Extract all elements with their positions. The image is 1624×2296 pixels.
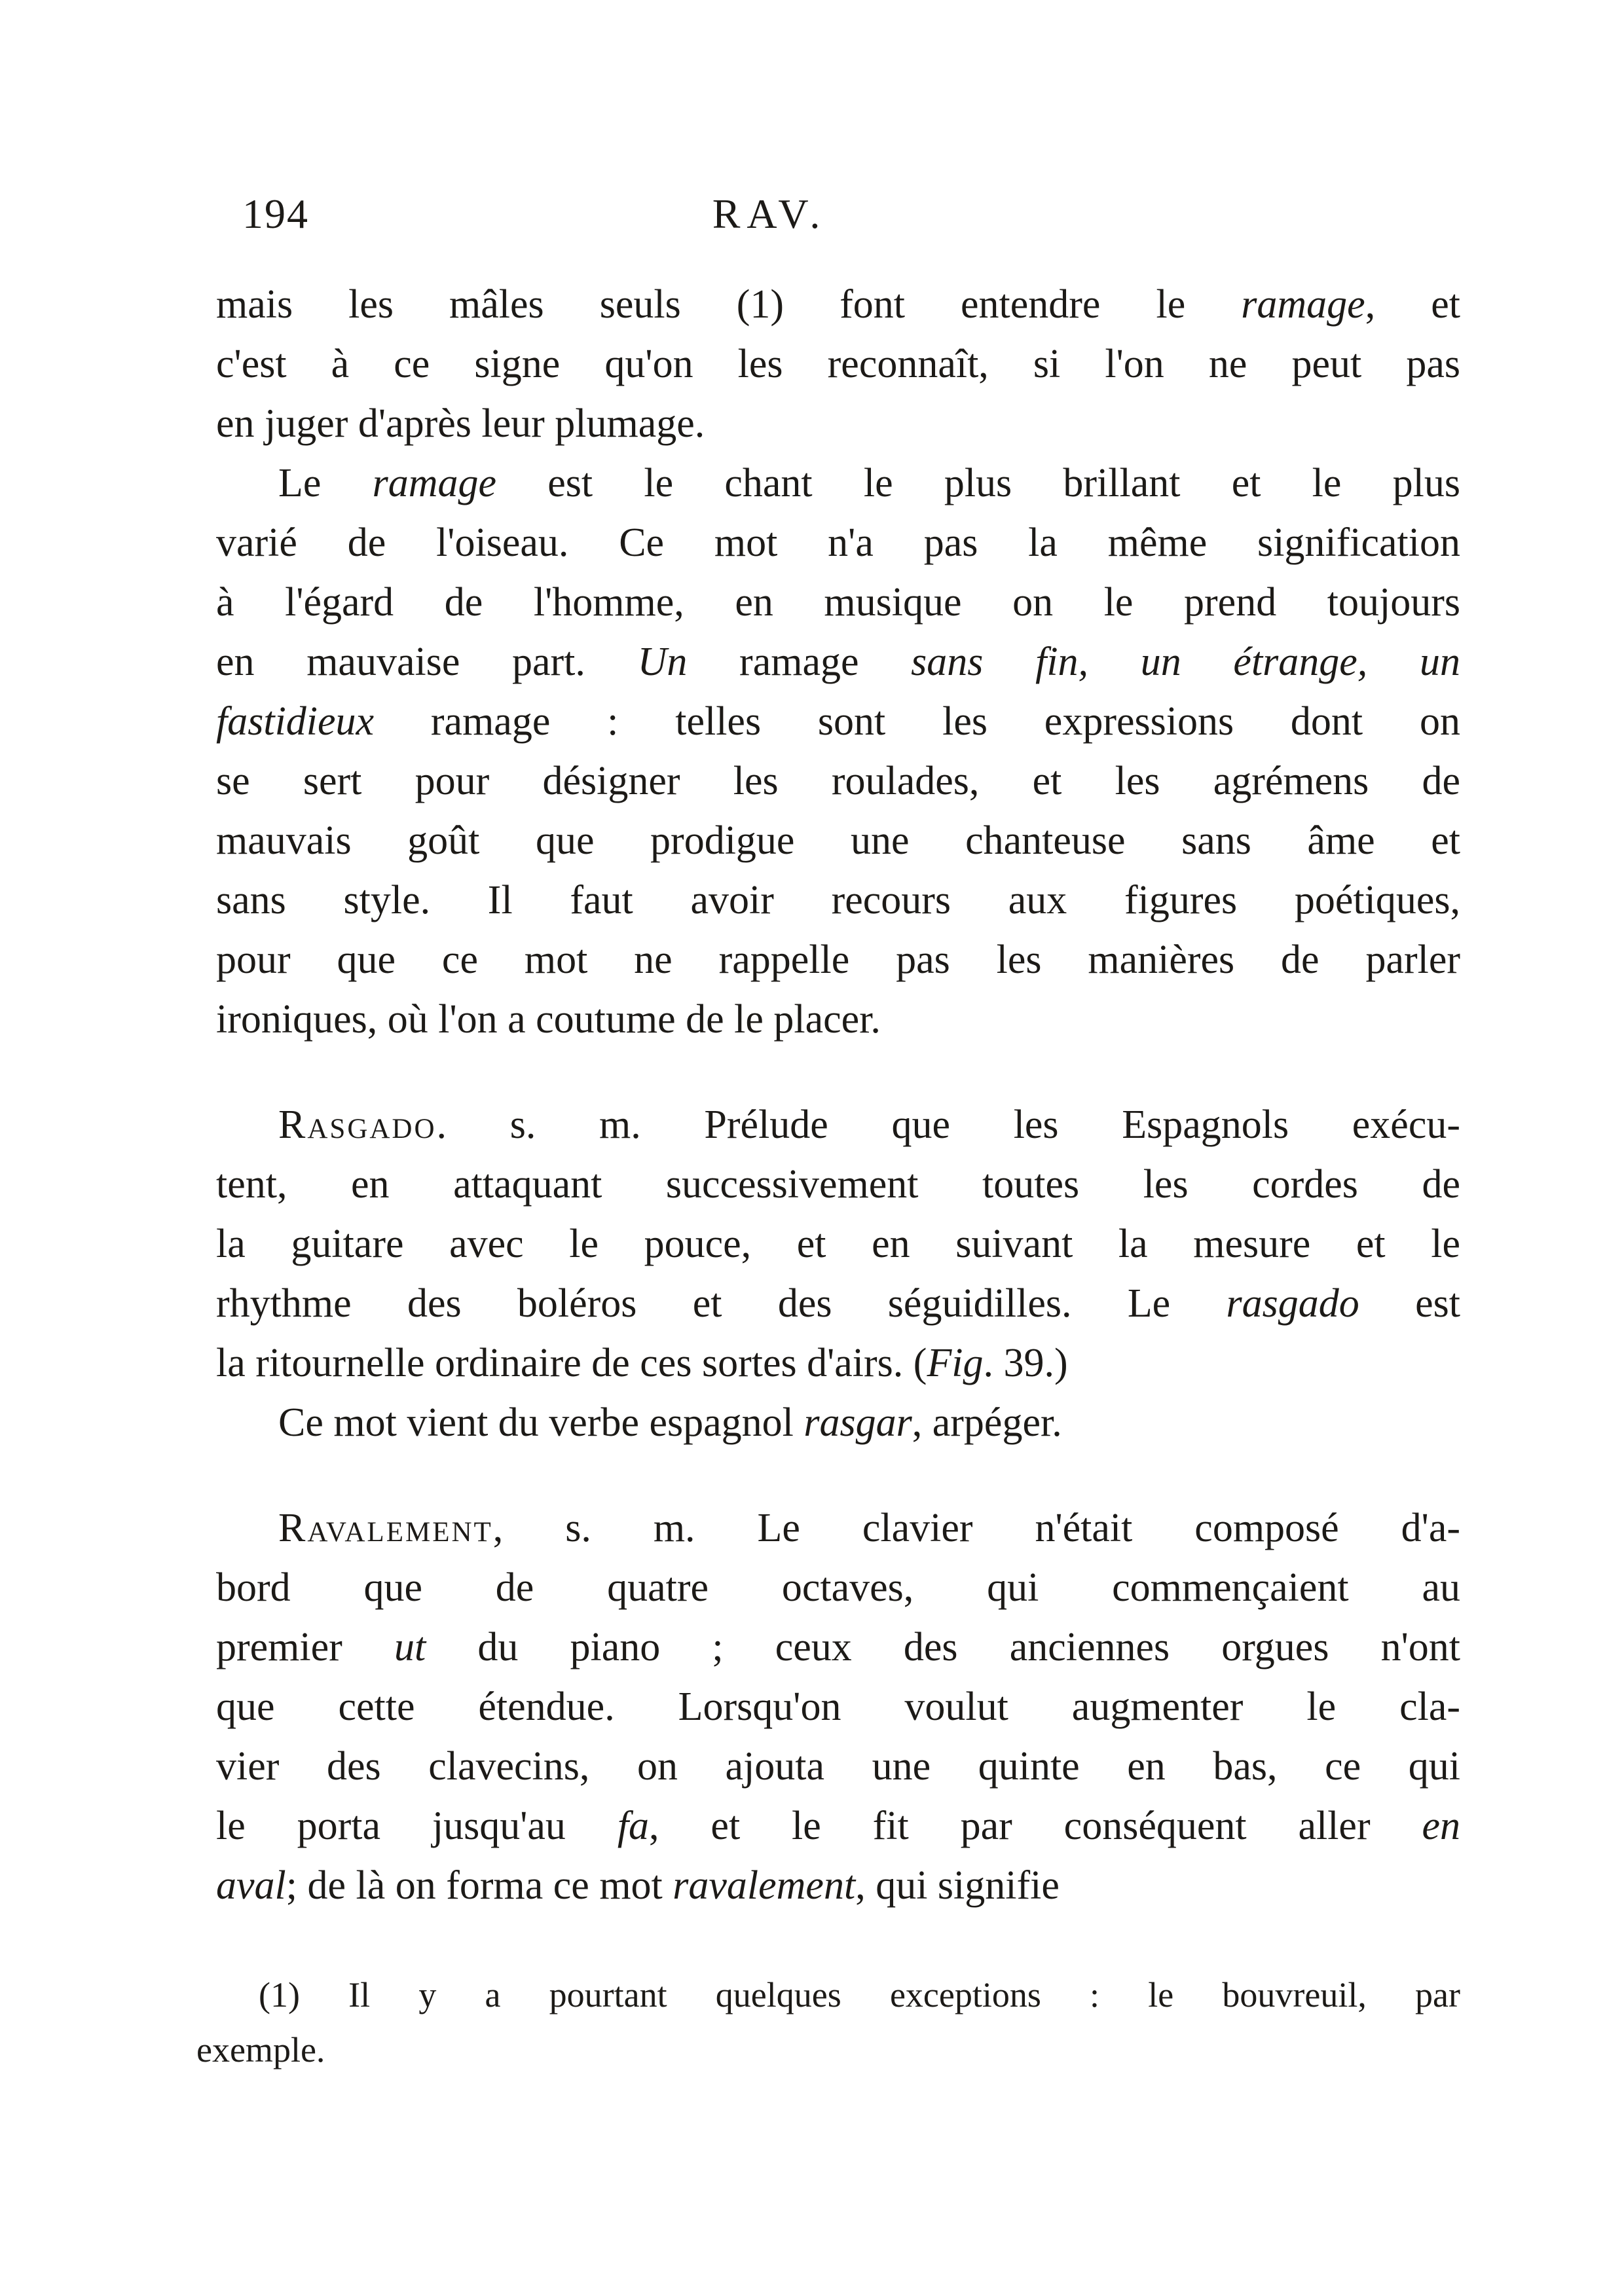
text-line: mais les mâles seuls (1) font entendre le ramage, et bbox=[216, 282, 1460, 327]
italic-term: fastidieux bbox=[216, 699, 375, 744]
paragraph bbox=[216, 1095, 1460, 1393]
text-line: tent, en attaquant successivement toutes les cordes de bbox=[216, 1162, 1460, 1207]
paragraph bbox=[216, 1499, 1460, 1916]
text-line: ironiques, où l'on a coutume de le placer. bbox=[216, 997, 881, 1042]
text-line: Ravalement, s. m. Le clavier n'était composé d'a- bbox=[278, 1506, 1460, 1550]
text-line: Le ramage est le chant le plus brillant et le plus bbox=[278, 461, 1460, 505]
italic-term: sans fin, un étrange, un bbox=[911, 640, 1460, 684]
text-line: à l'égard de l'homme, en musique on le prend toujours bbox=[216, 580, 1460, 625]
text-line: en juger d'après leur plumage. bbox=[216, 401, 705, 446]
text-line: fastidieux ramage : telles sont les expressions dont on bbox=[216, 699, 1460, 744]
text-line: premier ut du piano ; ceux des anciennes orgues n'ont bbox=[216, 1625, 1461, 1669]
text-line: sans style. Il faut avoir recours aux figures poétiques, bbox=[216, 878, 1460, 922]
text-line: (1) Il y a pourtant quelques exceptions : le bouvreuil, par bbox=[259, 1975, 1460, 2014]
page-header bbox=[242, 190, 1460, 249]
italic-term: rasgado bbox=[1226, 1281, 1359, 1326]
italic-term: ut bbox=[394, 1625, 426, 1669]
text-line: en mauvaise part. Un ramage sans fin, un étrange, un bbox=[216, 640, 1460, 684]
italic-term: Un bbox=[637, 640, 688, 684]
text-line: le porta jusqu'au fa, et le fit par conséquent aller en bbox=[216, 1804, 1460, 1848]
italic-term: ravalement bbox=[673, 1863, 856, 1908]
text-line: mauvais goût que prodigue une chanteuse sans âme et bbox=[216, 818, 1460, 863]
text-line: la guitare avec le pouce, et en suivant la mesure et le bbox=[216, 1222, 1460, 1266]
italic-term: fa bbox=[617, 1804, 650, 1848]
italic-term: aval bbox=[216, 1863, 286, 1908]
text-line: la ritournelle ordinaire de ces sortes d'airs. (Fig. 39.) bbox=[216, 1341, 1068, 1385]
italic-term: ramage bbox=[372, 461, 497, 505]
text-line: exemple. bbox=[196, 2030, 325, 2069]
page-number: 194 bbox=[242, 191, 309, 237]
entry-headword: Rasgado bbox=[278, 1102, 437, 1147]
italic-term: ramage bbox=[1241, 282, 1365, 327]
text-line: Rasgado. s. m. Prélude que les Espagnols exécu- bbox=[278, 1102, 1460, 1147]
paragraph bbox=[216, 1393, 1460, 1453]
italic-term: rasgar bbox=[803, 1400, 912, 1445]
text-line: rhythme des boléros et des séguidilles. Le rasgado est bbox=[216, 1281, 1460, 1326]
running-head: RAV. bbox=[712, 191, 827, 237]
italic-term: Fig bbox=[927, 1341, 984, 1385]
text-line: se sert pour désigner les roulades, et les agrémens de bbox=[216, 759, 1460, 803]
text-line: aval; de là on forma ce mot ravalement, qui signifie bbox=[216, 1863, 1060, 1908]
entry-headword: Ravalement bbox=[278, 1506, 493, 1550]
text-line: vier des clavecins, on ajouta une quinte en bas, ce qui bbox=[216, 1744, 1460, 1789]
paragraph bbox=[216, 275, 1460, 454]
paragraph bbox=[216, 454, 1460, 1049]
text-line: Ce mot vient du verbe espagnol rasgar, arpéger. bbox=[278, 1400, 1062, 1445]
text-line: varié de l'oiseau. Ce mot n'a pas la même signification bbox=[216, 520, 1460, 565]
text-line: pour que ce mot ne rappelle pas les manières de parler bbox=[216, 938, 1460, 982]
text-line: que cette étendue. Lorsqu'on voulut augmenter le cla- bbox=[216, 1685, 1460, 1729]
italic-term: en bbox=[1422, 1804, 1460, 1848]
body-text bbox=[216, 275, 1460, 1916]
text-line: bord que de quatre octaves, qui commençaient au bbox=[216, 1565, 1460, 1610]
text-line: c'est à ce signe qu'on les reconnaît, si l'on ne peut pas bbox=[216, 342, 1460, 386]
footnote bbox=[196, 1967, 1460, 2077]
